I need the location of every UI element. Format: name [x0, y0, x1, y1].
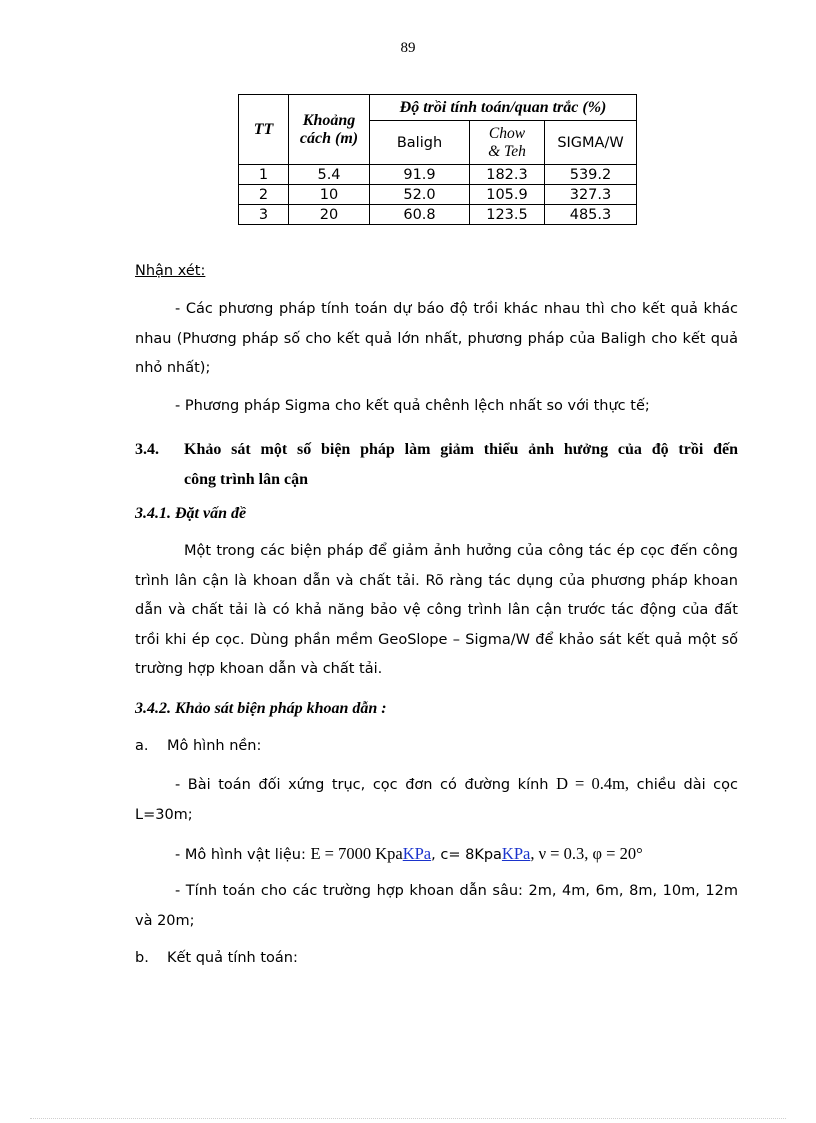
remarks-title: Nhận xét: — [135, 263, 206, 279]
item-a-label: a. — [135, 738, 149, 754]
table-cell: 1 — [239, 165, 289, 185]
bullet-3: - Tính toán cho các trường hợp khoan dẫn sâu: 2m, 4m, 6m, 8m, 10m, 12m và 20m; — [135, 883, 738, 929]
table-cell: 5.4 — [289, 165, 370, 185]
item-b-label: b. — [135, 950, 149, 966]
item-b-text: Kết quả tính toán: — [167, 950, 298, 966]
header-distance — [289, 95, 370, 165]
header-distance-line1: Khoảng — [302, 111, 356, 129]
item-b — [135, 950, 738, 966]
section-heading — [135, 435, 738, 495]
header-tt: TT — [239, 95, 289, 165]
section-title-line1: Khảo sát một số biện pháp làm giảm thiểu ảnh hưởng của độ trồi đến — [184, 441, 738, 458]
bullet-2-text: - Mô hình vật liệu: — [175, 847, 311, 863]
table-row — [239, 165, 637, 185]
item-a — [135, 738, 738, 754]
data-table — [238, 94, 637, 225]
header-sigma: SIGMA/W — [545, 121, 637, 165]
table-cell: 539.2 — [545, 165, 637, 185]
table-cell: 485.3 — [545, 205, 637, 225]
bullet-2-modulus: E = 7000 Kpa — [310, 844, 403, 863]
table-cell: 123.5 — [470, 205, 545, 225]
table-cell: 52.0 — [370, 185, 470, 205]
section-number: 3.4. — [135, 441, 159, 458]
header-chow-teh — [470, 121, 545, 165]
item-a-text: Mô hình nền: — [167, 738, 262, 754]
table-row — [239, 205, 637, 225]
paragraph-1: Một trong các biện pháp để giảm ảnh hưởng của công tác ép cọc đến công trình lân cận là khoan dẫn và chất tải. Rõ ràng tác dụng của phương pháp khoan dẫn và chất tải là có khả năng bảo vệ công trình lân cận trước tác động của đất trồi khi ép cọc. Dùng phần mềm GeoSlope – Sigma/W để khảo sát kết quả một số trường hợp khoan dẫn và chất tải. — [135, 543, 738, 677]
bullet-1-text: - Bài toán đối xứng trục, cọc đơn có đường kính — [175, 777, 557, 793]
table-cell: 182.3 — [470, 165, 545, 185]
remark-2: - Phương pháp Sigma cho kết quả chênh lệch nhất so với thực tế; — [175, 398, 650, 414]
header-group: Độ trồi tính toán/quan trắc (%) — [370, 95, 637, 121]
kpa-link-1[interactable]: KPa — [402, 844, 432, 863]
subsection-1-title: 3.4.1. Đặt vấn đề — [135, 505, 247, 522]
bullet-1-length-label: chiều dài cọc — [629, 777, 738, 793]
table-cell: 327.3 — [545, 185, 637, 205]
bullet-1-length: L=30m; — [135, 806, 193, 823]
bullet-2-params: , ν = 0.3, φ = 20° — [530, 844, 643, 863]
remark-1: - Các phương pháp tính toán dự báo độ trồi khác nhau thì cho kết quả khác nhau (Phương pháp số cho kết quả lớn nhất, phương pháp của Baligh cho kết quả nhỏ nhất); — [135, 301, 738, 376]
header-chow-line2: & Teh — [488, 142, 526, 160]
table-cell: 91.9 — [370, 165, 470, 185]
page-bottom-divider — [30, 1118, 786, 1119]
table-cell: 105.9 — [470, 185, 545, 205]
table-cell: 3 — [239, 205, 289, 225]
subsection-2-title: 3.4.2. Khảo sát biện pháp khoan dẫn : — [135, 700, 387, 717]
kpa-link-2[interactable]: KPa — [501, 844, 531, 863]
bullet-2 — [135, 844, 738, 864]
bullet-1-diameter: D = 0.4m, — [556, 774, 630, 793]
table-cell: 2 — [239, 185, 289, 205]
bullet-2-cohesion: , c= 8Kpa — [431, 847, 502, 863]
section-title-line2: công trình lân cận — [184, 471, 309, 488]
table-cell: 60.8 — [370, 205, 470, 225]
header-baligh: Baligh — [370, 121, 470, 165]
bullet-1 — [135, 769, 738, 830]
header-chow-line1: Chow — [488, 124, 526, 142]
table-cell: 10 — [289, 185, 370, 205]
table-row — [239, 185, 637, 205]
table-cell: 20 — [289, 205, 370, 225]
header-distance-line2: cách (m) — [299, 129, 359, 147]
page-number: 89 — [400, 40, 416, 56]
